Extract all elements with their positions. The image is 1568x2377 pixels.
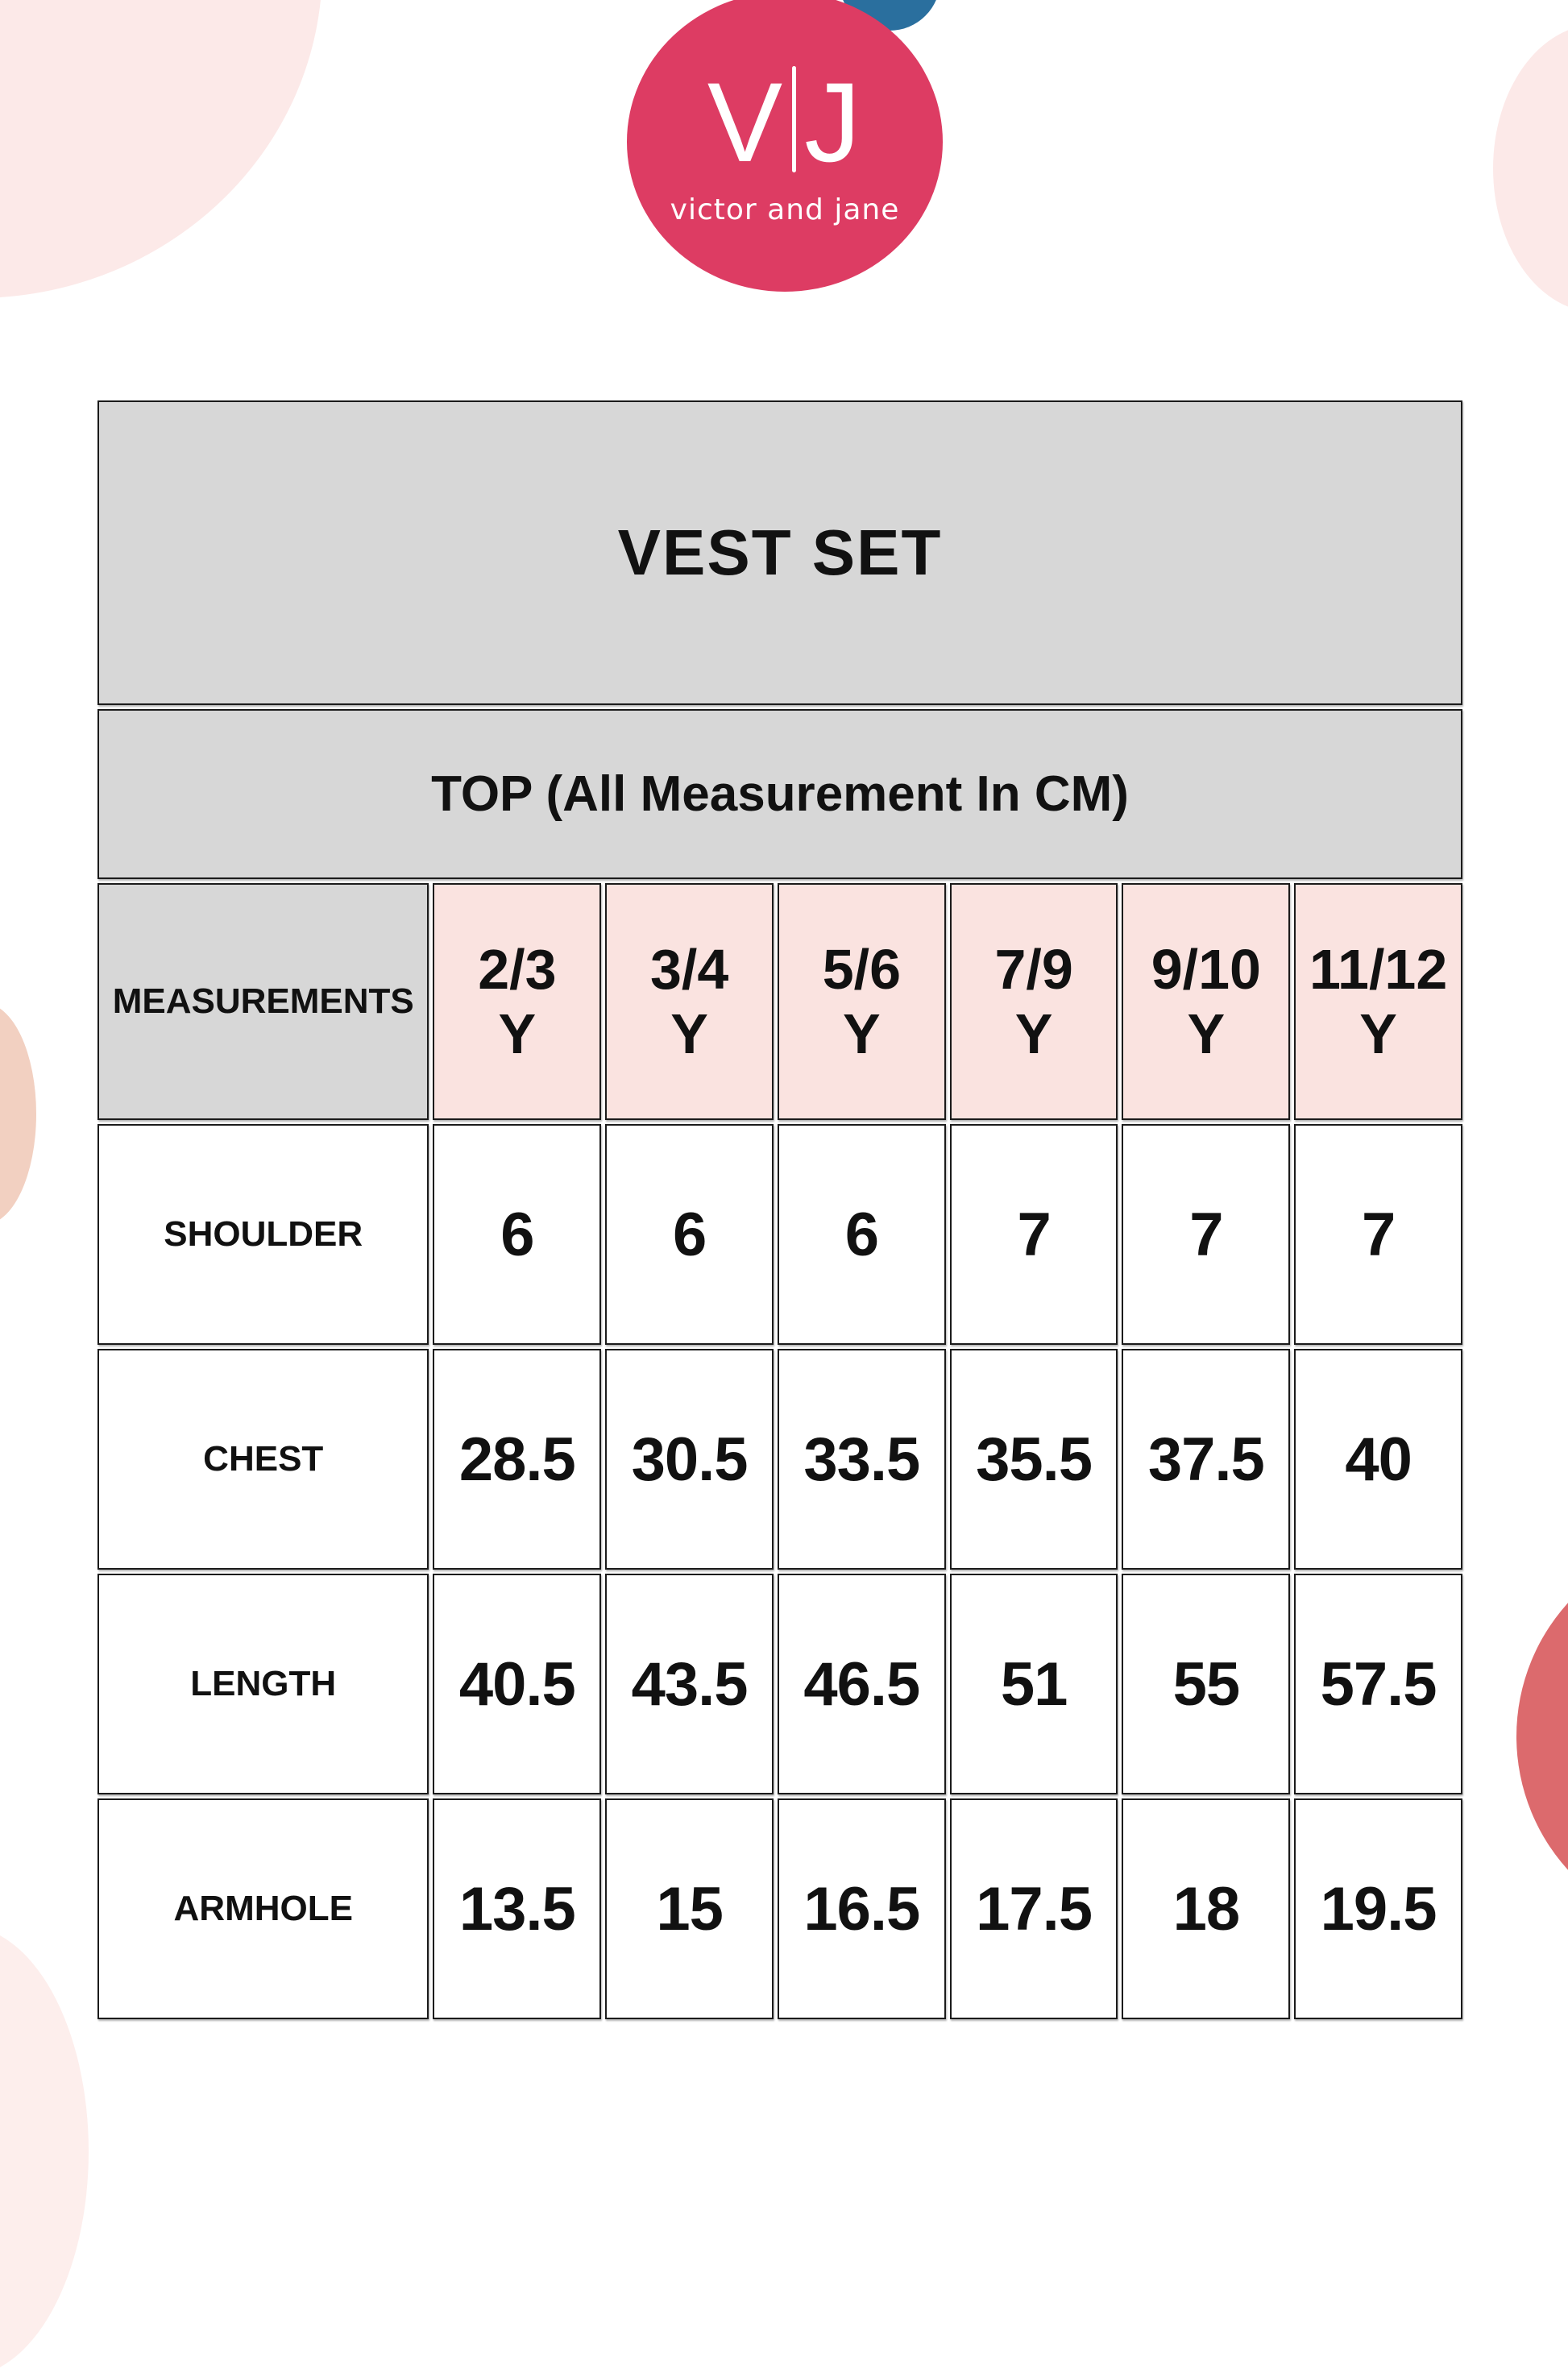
logo-monogram-j: J	[804, 58, 863, 185]
size-header-cell	[605, 883, 774, 1120]
measurement-value-cell: 18	[1122, 1798, 1290, 2019]
measurement-value-cell: 6	[605, 1124, 774, 1345]
table-row-length	[97, 1574, 1462, 1794]
measurement-value-cell: 6	[778, 1124, 946, 1345]
table-row-shoulder	[97, 1124, 1462, 1345]
measurement-value-cell: 28.5	[433, 1349, 601, 1570]
size-unit: Y	[670, 1002, 708, 1065]
measurement-value-cell: 33.5	[778, 1349, 946, 1570]
measurement-label-cell: LENGTH	[97, 1574, 429, 1794]
size-header-cell	[778, 883, 946, 1120]
size-num: 11/12	[1309, 937, 1448, 1001]
size-unit: Y	[1359, 1002, 1397, 1065]
measurements-corner-cell: MEASUREMENTS	[97, 883, 429, 1120]
measurement-value-cell: 13.5	[433, 1798, 601, 2019]
measurement-value-cell: 37.5	[1122, 1349, 1290, 1570]
logo-pink-circle	[627, 0, 943, 292]
logo-monogram-v: V	[707, 58, 785, 185]
size-header-cell	[1122, 883, 1290, 1120]
measurement-value-cell: 40.5	[433, 1574, 601, 1794]
measurement-label-cell: ARMHOLE	[97, 1798, 429, 2019]
measurement-value-cell: 7	[1294, 1124, 1462, 1345]
table-title-row	[97, 400, 1462, 705]
blob-right-salmon	[1516, 1538, 1568, 1935]
size-num: 9/10	[1151, 937, 1261, 1001]
measurement-value-cell: 7	[950, 1124, 1118, 1345]
measurement-value-cell: 51	[950, 1574, 1118, 1794]
size-header-row	[97, 883, 1462, 1120]
measurement-value-cell: 55	[1122, 1574, 1290, 1794]
logo-monogram	[707, 58, 863, 185]
size-num: 7/9	[994, 937, 1073, 1001]
size-header-cell	[433, 883, 601, 1120]
brand-logo	[0, 0, 1568, 322]
size-header-cell	[950, 883, 1118, 1120]
table-subtitle-row	[97, 709, 1462, 879]
measurement-value-cell: 16.5	[778, 1798, 946, 2019]
size-header-cell	[1294, 883, 1462, 1120]
measurement-value-cell: 15	[605, 1798, 774, 2019]
measurement-value-cell: 7	[1122, 1124, 1290, 1345]
measurement-value-cell: 43.5	[605, 1574, 774, 1794]
table-title: VEST SET	[97, 400, 1462, 705]
size-chart	[93, 396, 1466, 2023]
size-unit: Y	[498, 1002, 537, 1065]
size-unit: Y	[1187, 1002, 1226, 1065]
table-row-chest	[97, 1349, 1462, 1570]
measurement-value-cell: 19.5	[1294, 1798, 1462, 2019]
measurement-value-cell: 30.5	[605, 1349, 774, 1570]
measurement-value-cell: 17.5	[950, 1798, 1118, 2019]
blob-bottom-left	[0, 1926, 89, 2377]
size-unit: Y	[1014, 1002, 1053, 1065]
measurement-value-cell: 6	[433, 1124, 601, 1345]
logo-divider-bar	[792, 66, 796, 172]
measurement-label-cell: CHEST	[97, 1349, 429, 1570]
measurement-label-cell: SHOULDER	[97, 1124, 429, 1345]
measurement-value-cell: 46.5	[778, 1574, 946, 1794]
size-num: 3/4	[649, 937, 729, 1001]
measurement-value-cell: 57.5	[1294, 1574, 1462, 1794]
logo-tagline: victor and jane	[670, 193, 900, 226]
size-num: 2/3	[478, 937, 557, 1001]
table-row-armhole	[97, 1798, 1462, 2019]
measurement-value-cell: 35.5	[950, 1349, 1118, 1570]
table-subtitle: TOP (All Measurement In CM)	[97, 709, 1462, 879]
size-num: 5/6	[822, 937, 901, 1001]
blob-left-peach	[0, 1003, 36, 1225]
measurement-value-cell: 40	[1294, 1349, 1462, 1570]
size-table	[93, 396, 1466, 2023]
size-unit: Y	[842, 1002, 881, 1065]
